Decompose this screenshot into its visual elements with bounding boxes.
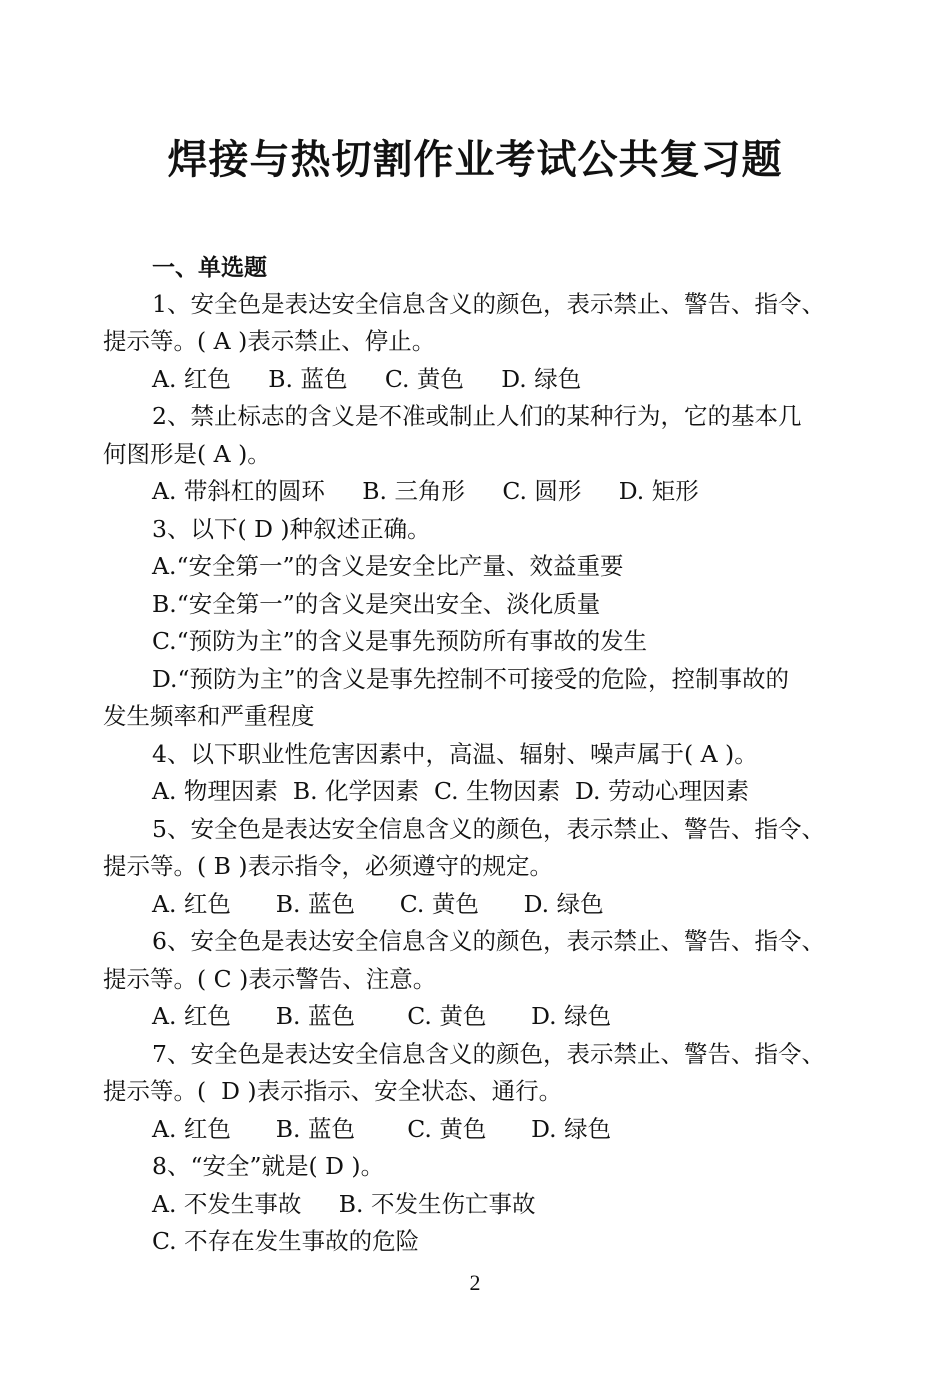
text-line: 提示等。( D )表示指示、安全状态、通行。 [103,1077,563,1105]
text-line: 提示等。( B )表示指令，必须遵守的规定。 [103,852,554,880]
text-line: 6、安全色是表达安全信息含义的颜色，表示禁止、警告、指令、 [152,927,825,955]
document-title: 焊接与热切割作业考试公共复习题 [167,137,783,183]
text-line: A. 不发生事故 B. 不发生伤亡事故 [152,1190,536,1218]
text-line: B.“安全第一”的含义是突出安全、淡化质量 [152,590,601,618]
text-line: D.“预防为主”的含义是事先控制不可接受的危险，控制事故的 [152,665,790,693]
text-line: A. 红色 B. 蓝色 C. 黄色 D. 绿色 [152,1002,612,1030]
text-line: 提示等。( A )表示禁止、停止。 [103,327,436,355]
text-line: 何图形是( A )。 [103,440,271,468]
text-line: 8、“安全”就是( D )。 [152,1152,385,1180]
text-line: 3、以下( D )种叙述正确。 [152,515,431,543]
text-line: 5、安全色是表达安全信息含义的颜色，表示禁止、警告、指令、 [152,815,825,843]
text-line: A. 带斜杠的圆环 B. 三角形 C. 圆形 D. 矩形 [152,477,699,505]
text-line: A. 红色 B. 蓝色 C. 黄色 D. 绿色 [152,1115,612,1143]
text-line: 1、安全色是表达安全信息含义的颜色，表示禁止、警告、指令、 [152,290,825,318]
text-line: C.“预防为主”的含义是事先预防所有事故的发生 [152,627,648,655]
section-heading: 一、单选题 [152,255,267,281]
page-number: 2 [469,1270,481,1295]
text-line: 4、以下职业性危害因素中，高温、辐射、噪声属于( A )。 [152,740,758,768]
text-line: 7、安全色是表达安全信息含义的颜色，表示禁止、警告、指令、 [152,1040,825,1068]
text-line: C. 不存在发生事故的危险 [152,1227,420,1255]
text-line: 2、禁止标志的含义是不准或制止人们的某种行为，它的基本几 [152,402,802,430]
text-line: 提示等。( C )表示警告、注意。 [103,965,437,993]
text-line: A. 红色 B. 蓝色 C. 黄色 D. 绿色 [152,365,582,393]
text-line: A.“安全第一”的含义是安全比产量、效益重要 [152,552,624,580]
text-line: A. 红色 B. 蓝色 C. 黄色 D. 绿色 [152,890,604,918]
text-line: A. 物理因素 B. 化学因素 C. 生物因素 D. 劳动心理因素 [152,777,749,805]
text-line: 发生频率和严重程度 [103,702,315,730]
